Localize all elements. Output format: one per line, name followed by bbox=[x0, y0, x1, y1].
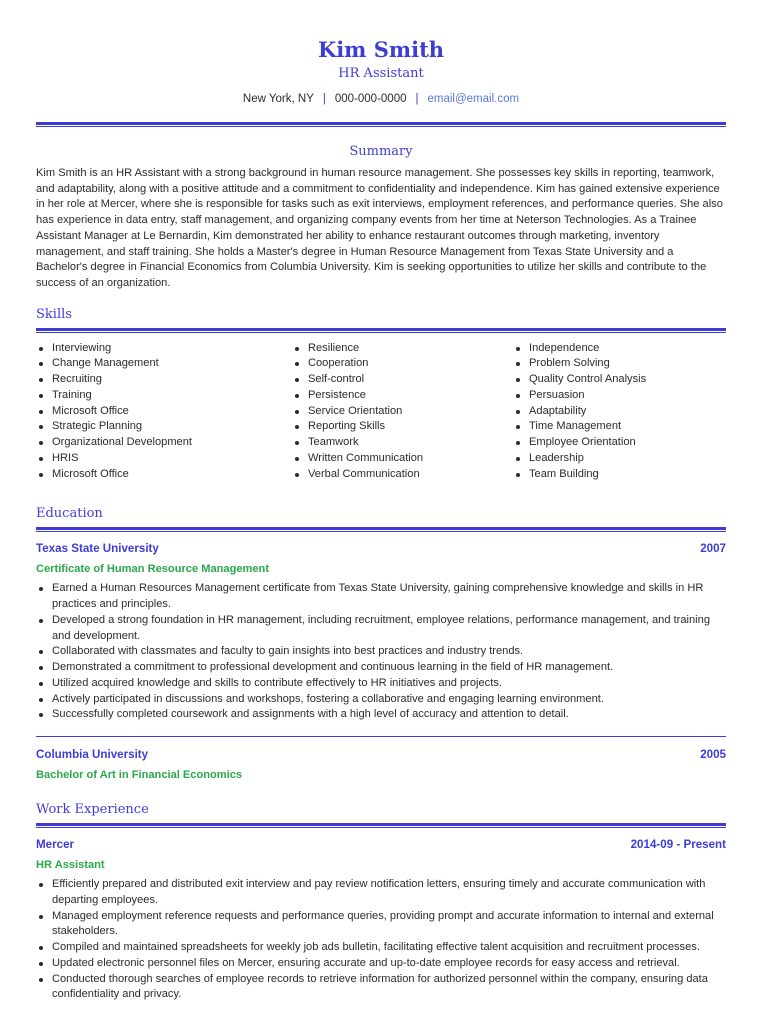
skill-item: Employee Orientation bbox=[513, 435, 713, 451]
education-entry bbox=[36, 747, 726, 783]
work-heading: Work Experience bbox=[36, 802, 149, 818]
email-link[interactable]: email@email.com bbox=[427, 93, 520, 105]
skills-divider bbox=[36, 328, 726, 333]
entry-header bbox=[36, 541, 726, 557]
bullet-item: Actively participated in discussions and workshops, fostering a collaborative and engaging learning environment. bbox=[36, 692, 726, 708]
skill-item: Resilience bbox=[292, 341, 513, 357]
school-name: Columbia University bbox=[36, 748, 149, 762]
bullet-item: Utilized acquired knowledge and skills to contribute effectively to HR initiatives and projects. bbox=[36, 676, 726, 692]
degree-name: Certificate of Human Resource Management bbox=[36, 563, 270, 576]
skill-item: Service Orientation bbox=[292, 404, 513, 420]
education-year: 2005 bbox=[700, 748, 726, 762]
bullet-item: Updated electronic personnel files on Mercer, ensuring accurate and up-to-date employee records for easy access and retrieval. bbox=[36, 956, 726, 972]
phone: 000-000-0000 bbox=[334, 93, 407, 105]
skill-item: Adaptability bbox=[513, 404, 713, 420]
skill-item: Time Management bbox=[513, 419, 713, 435]
education-divider bbox=[36, 527, 726, 532]
skills-column-2 bbox=[292, 341, 513, 483]
header-divider bbox=[36, 122, 726, 127]
skill-item: Strategic Planning bbox=[36, 419, 292, 435]
skill-item: Interviewing bbox=[36, 341, 292, 357]
skill-item: Persistence bbox=[292, 388, 513, 404]
degree-name: Bachelor of Art in Financial Economics bbox=[36, 769, 243, 782]
company-name: Mercer bbox=[36, 838, 75, 852]
skill-item: Microsoft Office bbox=[36, 467, 292, 483]
bullet-item: Demonstrated a commitment to professional development and continuous learning in the field of HR management. bbox=[36, 660, 726, 676]
bullet-item: Earned a Human Resources Management certificate from Texas State University, gaining comprehensive knowledge and skills in HR practices and principles. bbox=[36, 581, 726, 613]
skill-item: HRIS bbox=[36, 451, 292, 467]
skill-item: Teamwork bbox=[292, 435, 513, 451]
candidate-name: Kim Smith bbox=[317, 37, 445, 62]
bullet-item: Compiled and maintained spreadsheets for weekly job ads bulletin, facilitating effective talent acquisition and recruitment processes. bbox=[36, 940, 726, 956]
work-divider bbox=[36, 823, 726, 828]
entry-header bbox=[36, 747, 726, 763]
skill-item: Self-control bbox=[292, 372, 513, 388]
education-heading: Education bbox=[36, 506, 103, 522]
skill-item: Training bbox=[36, 388, 292, 404]
skill-item: Cooperation bbox=[292, 356, 513, 372]
candidate-role: HR Assistant bbox=[338, 66, 424, 81]
bullet-item: Successfully completed coursework and assignments with a high level of accuracy and attention to detail. bbox=[36, 707, 726, 723]
skill-item: Recruiting bbox=[36, 372, 292, 388]
bullet-item: Developed a strong foundation in HR management, including recruitment, employee relations, performance management, and training and development. bbox=[36, 613, 726, 645]
bullet-item: Efficiently prepared and distributed exit interview and pay review notification letters, ensuring timely and accurate communication with departing employees. bbox=[36, 877, 726, 909]
contact-separator: | bbox=[322, 93, 326, 105]
skill-item: Team Building bbox=[513, 467, 713, 483]
skill-item: Organizational Development bbox=[36, 435, 292, 451]
contact-line bbox=[36, 91, 726, 107]
skill-item: Leadership bbox=[513, 451, 713, 467]
skill-item: Quality Control Analysis bbox=[513, 372, 713, 388]
school-name: Texas State University bbox=[36, 542, 159, 556]
skill-item: Reporting Skills bbox=[292, 419, 513, 435]
skill-item: Microsoft Office bbox=[36, 404, 292, 420]
skills-column-3 bbox=[513, 341, 713, 483]
skills-column-1 bbox=[36, 341, 292, 483]
job-title: HR Assistant bbox=[36, 859, 105, 872]
skill-item: Written Communication bbox=[292, 451, 513, 467]
bullet-item: Collaborated with classmates and faculty to gain insights into best practices and industry trends. bbox=[36, 644, 726, 660]
skill-item: Persuasion bbox=[513, 388, 713, 404]
contact-separator: | bbox=[415, 93, 419, 105]
education-year: 2007 bbox=[700, 542, 726, 556]
summary-heading: Summary bbox=[349, 144, 413, 159]
skill-item: Verbal Communication bbox=[292, 467, 513, 483]
education-bullets bbox=[36, 581, 726, 723]
bullet-item: Managed employment reference requests and performance queries, providing prompt and accurate information to internal and external stakeholders. bbox=[36, 909, 726, 941]
skills-heading: Skills bbox=[36, 306, 72, 322]
education-entry bbox=[36, 541, 726, 723]
work-bullets bbox=[36, 877, 726, 1003]
entry-header bbox=[36, 837, 726, 853]
entry-divider bbox=[36, 736, 726, 737]
location: New York, NY bbox=[242, 93, 314, 105]
summary-text: Kim Smith is an HR Assistant with a strong background in human resource management. She possesses key skills in reporting, teamwork, and adaptability, along with a positive attitude and a commitment to confidentiality and independence. Kim has gained extensive experience in her role at Mercer, where she is responsible for tasks such as exit interviews, employment references, and performance queries. She also has experience in data entry, staff management, and organizing company events from her time at Neterson Technologies. As a Trainee Assistant Manager at Le Bernardin, Kim demonstrated her ability to enhance restaurant outcomes through marketing, inventory management, and staff training. She holds a Master's degree in Human Resource Management from Texas State University and a Bachelor's degree in Financial Economics from Columbia University. Kim is seeking opportunities to utilize her skills and contribute to the success of an organization. bbox=[36, 167, 723, 289]
bullet-item: Conducted thorough searches of employee records to retrieve information for authorized personnel within the company, ensuring data confidentiality and privacy. bbox=[36, 972, 726, 1004]
skill-item: Problem Solving bbox=[513, 356, 713, 372]
skill-item: Independence bbox=[513, 341, 713, 357]
work-dates: 2014-09 - Present bbox=[630, 838, 726, 852]
skill-item: Change Management bbox=[36, 356, 292, 372]
work-entry bbox=[36, 837, 726, 1003]
skills-list bbox=[36, 341, 726, 483]
